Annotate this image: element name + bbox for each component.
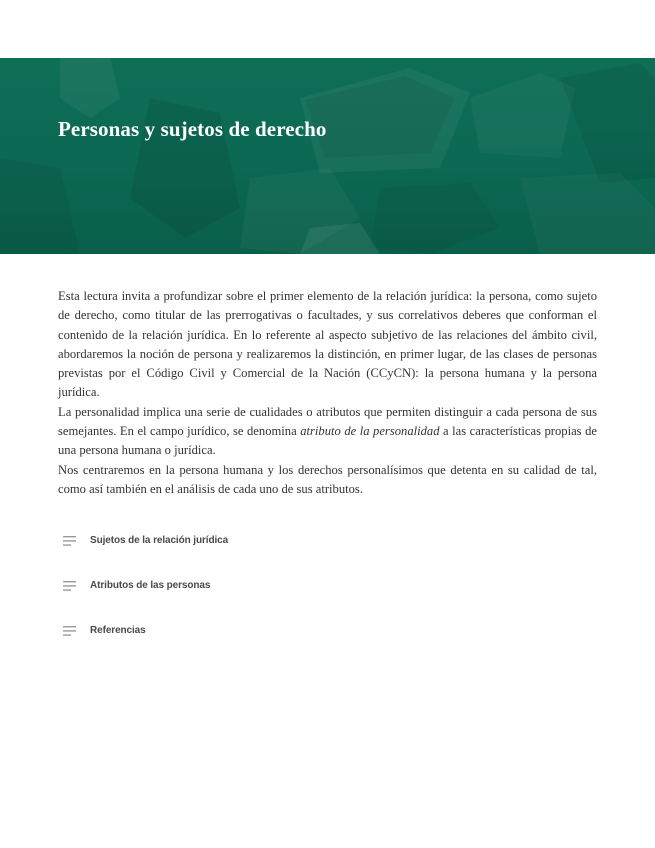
intro-paragraph-3-text: Nos centraremos en la persona humana y los derechos personalísimos que detenta en su calidad de tal, como así también en el análisis de cada uno de sus atributos. xyxy=(58,462,597,496)
toc-item-atributos[interactable] xyxy=(58,563,597,608)
list-lines-icon xyxy=(63,536,77,546)
list-lines-icon xyxy=(63,626,77,636)
toc-item-label: Sujetos de la relación jurídica xyxy=(90,535,229,546)
list-lines-icon xyxy=(63,581,77,591)
toc-item-referencias[interactable] xyxy=(58,608,597,653)
intro-paragraph-2-emphasis: atributo de la personalidad xyxy=(300,424,440,439)
toc-item-label: Referencias xyxy=(90,625,146,636)
toc-item-label: Atributos de las personas xyxy=(90,580,211,591)
intro-paragraph-2-text-b: a las características propias de una persona humana o jurídica. xyxy=(58,424,597,458)
intro-paragraph-1 xyxy=(58,287,597,403)
table-of-contents xyxy=(58,518,597,653)
toc-item-sujetos[interactable] xyxy=(58,518,597,563)
intro-paragraph-2 xyxy=(58,403,597,461)
hero-background-image xyxy=(0,58,655,254)
intro-paragraph-1-text: Esta lectura invita a profundizar sobre el primer elemento de la relación jurídica: la persona, como sujeto de derecho, como titular de las prerrogativas o facultades, y sus correlativos deberes que conforman el contenido de la relación jurídica. En lo referente al aspecto subjetivo de las relaciones del ámbito civil, abordaremos la noción de persona y realizaremos la distinción, en primer lugar, de las clases de personas previstas por el Código Civil y Comercial de la Nación (CCyCN): la persona humana y la persona jurídica. xyxy=(58,289,597,400)
page-title: Personas y sujetos de derecho xyxy=(58,117,327,141)
hero-banner xyxy=(0,58,655,254)
intro-paragraph-3 xyxy=(58,461,597,500)
intro-paragraph-2-text-a: La personalidad implica una serie de cualidades o atributos que permiten distinguir a cada persona de sus semejantes. En el campo jurídico, se denomina xyxy=(58,404,597,439)
intro-text xyxy=(58,287,597,499)
